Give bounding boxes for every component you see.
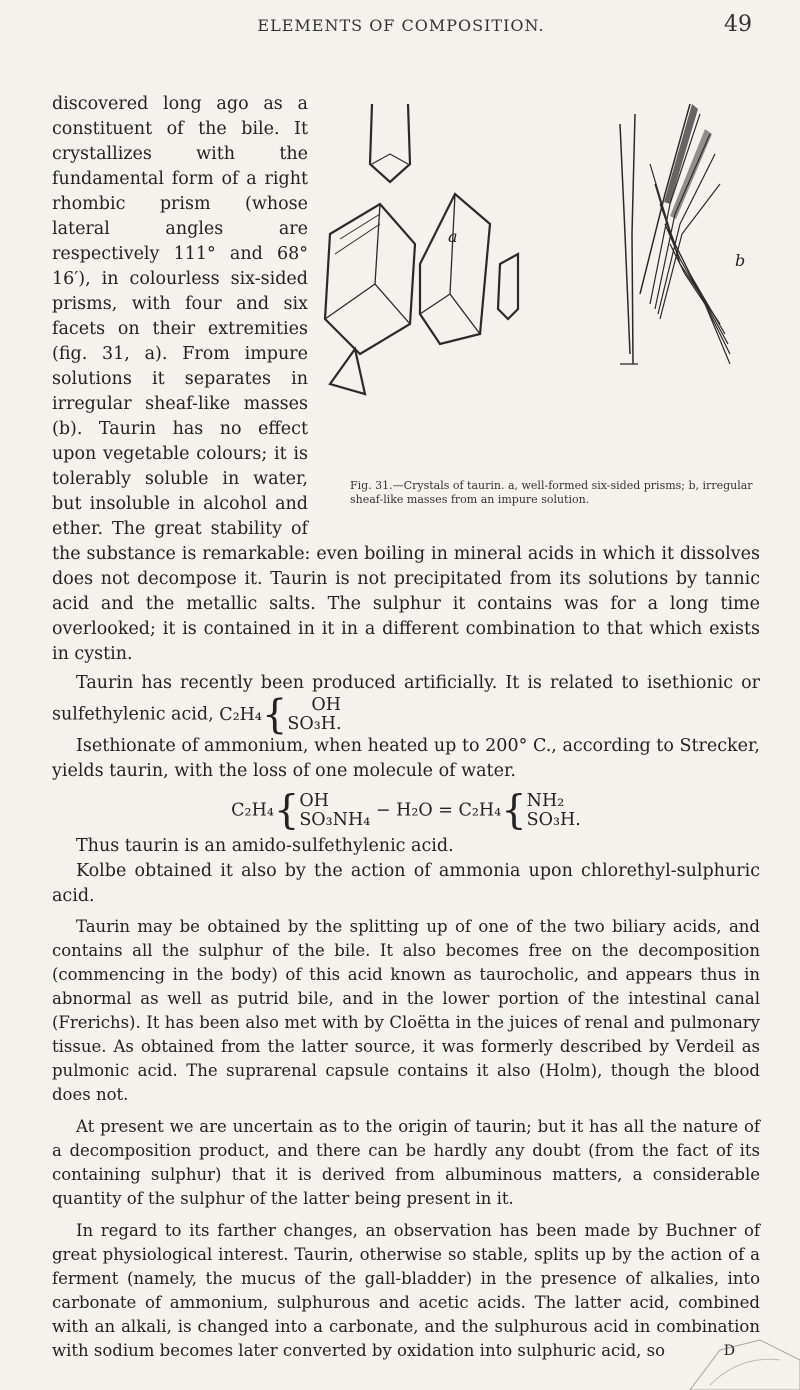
formula-2-top-right: NH₂ (526, 791, 565, 811)
formula-2-top: OH (299, 791, 329, 811)
formula-1-bottom: SO₃H. (287, 714, 342, 734)
paragraph-4: Thus taurin is an amido-sulfethylenic acid. (76, 836, 454, 856)
paragraph-2 (52, 671, 760, 738)
taurin-crystals-illustration (320, 94, 760, 494)
paragraph-2-text: Taurin has recently been produced artificially. It is related to isethionic or sulfethylenic acid, (52, 673, 760, 725)
figure-31 (320, 94, 760, 534)
header-title: ELEMENTS OF COMPOSITION. (257, 16, 545, 35)
formula-1-top: OH (311, 695, 341, 715)
page-stain (650, 1330, 800, 1390)
formula-1-left: C₂H₄ (219, 704, 262, 725)
signature-mark: D (723, 1343, 735, 1359)
formula-isethionic: C₂H₄{ OH SO₃H. (219, 691, 342, 738)
paragraph-3: Isethionate of ammonium, when heated up to 200° C., according to Strecker, yields taurin, with the loss of one molecule of water. (52, 736, 760, 781)
figure-caption: Fig. 31.—Crystals of taurin. a, well-formed six-sided prisms; b, irregular sheaf-like masses from an impure solution. (350, 479, 753, 506)
body-text (52, 92, 760, 1363)
page-number: 49 (724, 12, 752, 37)
formula-2-bottom: SO₃NH₄ (299, 810, 371, 830)
figure-label-a: a (448, 227, 458, 246)
formula-2-left: C₂H₄ (231, 800, 274, 821)
paragraph-1: discovered long ago as a constituent of the bile. It crystallizes with the fundamental form of a right rhombic prism (whose lateral angles are respectively 111° and 68° 16′), in colourless six-sided prisms, with four and six facets on their extremities (fig. 31, a). From impure solutions it separates in irregular sheaf-like masses (b). Taurin has no effect upon vegetable colours; it is tolerably soluble in water, but insoluble in alcohol and ether. The great stability of the substance is remarkable: even boiling in mineral acids in which it dissolves does not decompose it. Taurin is not precipitated from its solutions by tannic acid and the metallic salts. The sulphur it contains was for a long time overlooked; it is contained in it in a different combination to that which exists in cystin. (52, 94, 760, 664)
paragraph-6: Taurin may be obtained by the splitting up of one of the two biliary acids, and contains all the sulphur of the bile. It also becomes free on the decomposition (commencing in the body) of this acid known as taurocholic, and appears thus in abnormal as well as putrid bile, and in the lower portion of the intestinal canal (Frerichs). It has been also met with by Cloëtta in the juices of renal and pulmonary tissue. As obtained from the latter source, it was formerly described by Verdeil as pulmonic acid. The suprarenal capsule contains it also (Holm), though the blood does not. (52, 917, 760, 1104)
figure-label-b: b (735, 251, 746, 270)
paragraph-5: Kolbe obtained it also by the action of ammonia upon chlorethyl-sulphuric acid. (52, 861, 760, 906)
paragraph-8: In regard to its farther changes, an observation has been made by Buchner of great physiological interest. Taurin, otherwise so stable, splits up by the action of a ferment (namely, the mucus of the gall-bladder) in the presence of alkalies, into carbonate of ammonium, sulphurous and acetic acids. The latter acid, combined with an alkali, is changed into a carbonate, and the sulphurous acid in combination with sodium becomes later converted by oxidation into sulphuric acid, so (52, 1221, 760, 1360)
formula-reaction: C₂H₄{OH SO₃NH₄ − H₂O = C₂H₄{NH₂ SO₃H. (231, 787, 581, 834)
running-header (50, 6, 752, 46)
formula-2-mid: − H₂O = C₂H₄ (375, 800, 502, 821)
formula-2-bottom-right: SO₃H. (526, 810, 581, 830)
paragraph-7: At present we are uncertain as to the origin of taurin; but it has all the nature of a decomposition product, and there can be hardly any doubt (from the fact of its containing sulphur) that it is derived from albuminous matters, a considerable quantity of the sulphur of the latter being present in it. (52, 1117, 760, 1208)
